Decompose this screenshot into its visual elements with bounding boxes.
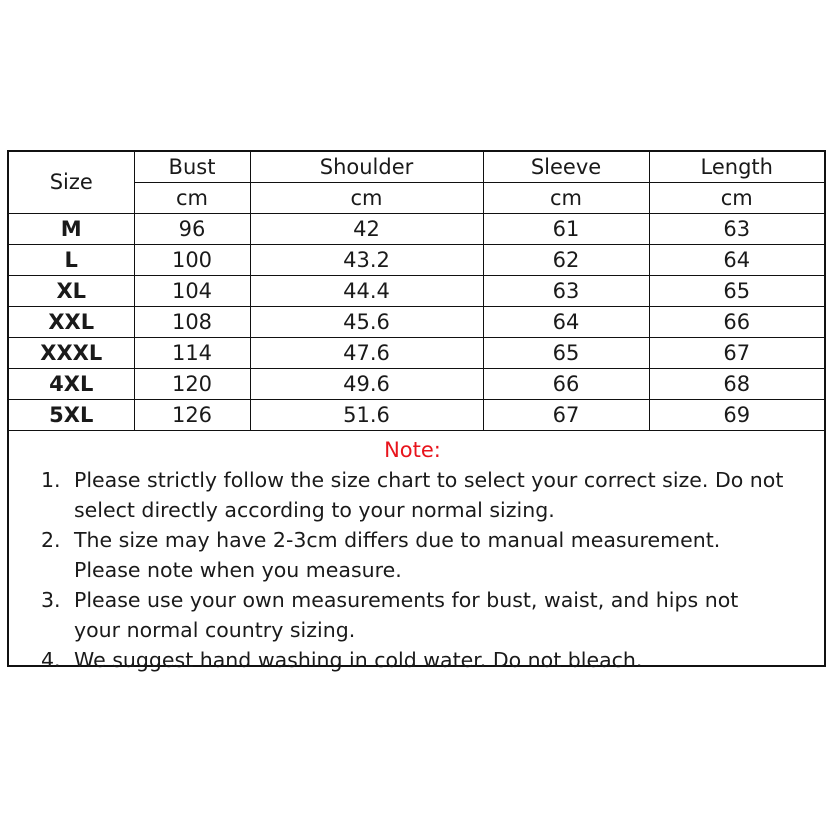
unit-length: cm bbox=[649, 183, 824, 214]
note-list bbox=[41, 465, 784, 675]
size-cell: 4XL bbox=[9, 369, 134, 400]
note-text: The size may have 2-3cm differs due to manual measurement. Please note when you measure. bbox=[74, 528, 721, 582]
sleeve-cell: 64 bbox=[483, 307, 649, 338]
shoulder-cell: 49.6 bbox=[250, 369, 483, 400]
length-cell: 68 bbox=[649, 369, 824, 400]
column-header-bust: Bust bbox=[134, 152, 250, 183]
size-cell: M bbox=[9, 214, 134, 245]
note-item bbox=[41, 465, 784, 525]
bust-cell: 104 bbox=[134, 276, 250, 307]
sleeve-cell: 67 bbox=[483, 400, 649, 431]
sleeve-cell: 66 bbox=[483, 369, 649, 400]
note-text: Please use your own measurements for bust, waist, and hips not your normal country sizing. bbox=[74, 588, 739, 642]
table-row bbox=[9, 214, 824, 245]
length-cell: 65 bbox=[649, 276, 824, 307]
notes-section bbox=[9, 431, 824, 675]
header-row bbox=[9, 152, 824, 183]
bust-cell: 96 bbox=[134, 214, 250, 245]
size-cell: 5XL bbox=[9, 400, 134, 431]
table-row bbox=[9, 276, 824, 307]
unit-shoulder: cm bbox=[250, 183, 483, 214]
note-number: 1. bbox=[41, 468, 61, 492]
sleeve-cell: 62 bbox=[483, 245, 649, 276]
size-cell: XXXL bbox=[9, 338, 134, 369]
note-item bbox=[41, 645, 784, 675]
length-cell: 66 bbox=[649, 307, 824, 338]
table-row bbox=[9, 307, 824, 338]
note-number: 4. bbox=[41, 648, 61, 672]
unit-bust: cm bbox=[134, 183, 250, 214]
sleeve-cell: 63 bbox=[483, 276, 649, 307]
shoulder-cell: 51.6 bbox=[250, 400, 483, 431]
note-item bbox=[41, 585, 784, 645]
size-cell: XL bbox=[9, 276, 134, 307]
shoulder-cell: 42 bbox=[250, 214, 483, 245]
table-row bbox=[9, 369, 824, 400]
bust-cell: 100 bbox=[134, 245, 250, 276]
shoulder-cell: 45.6 bbox=[250, 307, 483, 338]
bust-cell: 108 bbox=[134, 307, 250, 338]
size-column-header: Size bbox=[9, 152, 134, 214]
sleeve-cell: 65 bbox=[483, 338, 649, 369]
note-number: 2. bbox=[41, 528, 61, 552]
size-chart bbox=[7, 150, 826, 672]
note-text: Please strictly follow the size chart to select your correct size. Do not select directly according to your normal sizing. bbox=[74, 468, 784, 522]
length-cell: 63 bbox=[649, 214, 824, 245]
bust-cell: 114 bbox=[134, 338, 250, 369]
shoulder-cell: 47.6 bbox=[250, 338, 483, 369]
unit-sleeve: cm bbox=[483, 183, 649, 214]
shoulder-cell: 43.2 bbox=[250, 245, 483, 276]
table-row bbox=[9, 338, 824, 369]
size-cell: L bbox=[9, 245, 134, 276]
size-cell: XXL bbox=[9, 307, 134, 338]
length-cell: 67 bbox=[649, 338, 824, 369]
note-text: We suggest hand washing in cold water. Do not bleach. bbox=[74, 648, 643, 672]
note-title: Note: bbox=[384, 438, 441, 462]
shoulder-cell: 44.4 bbox=[250, 276, 483, 307]
note-number: 3. bbox=[41, 588, 61, 612]
column-header-sleeve: Sleeve bbox=[483, 152, 649, 183]
column-header-length: Length bbox=[649, 152, 824, 183]
table-row bbox=[9, 400, 824, 431]
sleeve-cell: 61 bbox=[483, 214, 649, 245]
bust-cell: 126 bbox=[134, 400, 250, 431]
note-item bbox=[41, 525, 784, 585]
column-header-shoulder: Shoulder bbox=[250, 152, 483, 183]
size-table bbox=[9, 152, 824, 431]
bust-cell: 120 bbox=[134, 369, 250, 400]
table-row bbox=[9, 245, 824, 276]
length-cell: 64 bbox=[649, 245, 824, 276]
length-cell: 69 bbox=[649, 400, 824, 431]
